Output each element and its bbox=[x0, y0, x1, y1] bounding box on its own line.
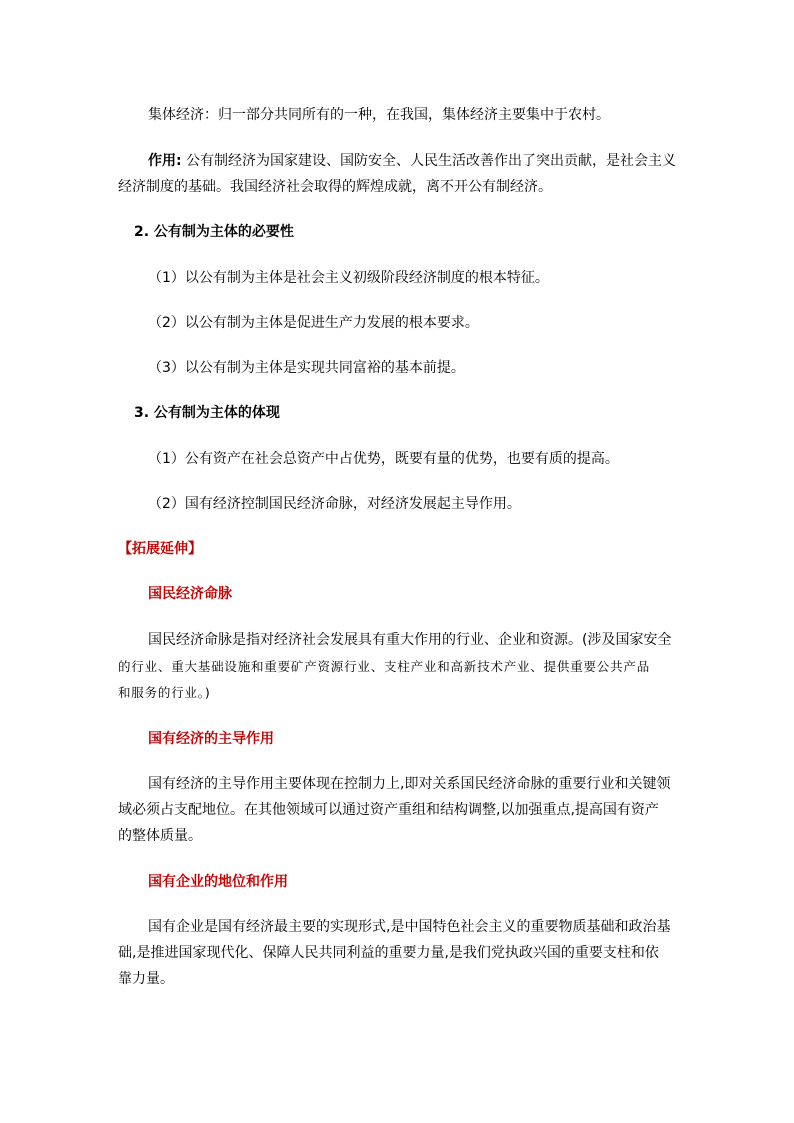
role-label: 作用: bbox=[148, 153, 182, 169]
section-3-item-2: （2）国有经济控制国民经济命脉，对经济发展起主导作用。 bbox=[148, 496, 521, 512]
block-2-line-3: 的整体质量。 bbox=[118, 828, 202, 844]
block-3-heading: 国有企业的地位和作用 bbox=[148, 874, 288, 890]
block-1-line-2: 的行业、重大基础设施和重要矿产资源行业、支柱产业和高新技术产业、提供重要公共产品 bbox=[118, 659, 651, 674]
block-3-line-2: 础,是推进国家现代化、保障人民共同利益的重要力量,是我们党执政兴国的重要支柱和依 bbox=[118, 945, 659, 961]
section-2-item-3: （3）以公有制为主体是实现共同富裕的基本前提。 bbox=[148, 360, 465, 376]
block-1-heading: 国民经济命脉 bbox=[148, 586, 232, 602]
section-2-item-1: （1）以公有制为主体是社会主义初级阶段经济制度的根本特征。 bbox=[148, 270, 549, 286]
block-2-line-2: 域必须占支配地位。在其他领域可以通过资产重组和结构调整,以加强重点,提高国有资产 bbox=[118, 802, 659, 818]
role-text-1: 公有制经济为国家建设、国防安全、人民生活改善作出了突出贡献，是社会主义 bbox=[181, 153, 677, 169]
block-2-heading: 国有经济的主导作用 bbox=[148, 731, 274, 747]
role-line-2: 经济制度的基础。我国经济社会取得的辉煌成就，离不开公有制经济。 bbox=[118, 179, 552, 195]
role-line-1 bbox=[148, 152, 676, 170]
section-2-item-2: （2）以公有制为主体是促进生产力发展的根本要求。 bbox=[148, 315, 479, 331]
section-3-heading: 3. 公有制为主体的体现 bbox=[134, 405, 280, 421]
collective-economy-line: 集体经济：归一部分共同所有的一种，在我国，集体经济主要集中于农村。 bbox=[148, 107, 610, 123]
block-3-line-1: 国有企业是国有经济最主要的实现形式,是中国特色社会主义的重要物质基础和政治基 bbox=[148, 919, 671, 935]
block-3-line-3: 靠力量。 bbox=[118, 971, 174, 987]
section-3-item-1: （1）公有资产在社会总资产中占优势，既要有量的优势，也要有质的提高。 bbox=[148, 451, 619, 467]
block-1-line-3: 和服务的行业。) bbox=[118, 685, 211, 700]
block-1-line-1: 国民经济命脉是指对经济社会发展具有重大作用的行业、企业和资源。(涉及国家安全 bbox=[148, 632, 672, 648]
section-2-heading: 2. 公有制为主体的必要性 bbox=[134, 224, 294, 240]
extension-title: 【拓展延伸】 bbox=[118, 541, 202, 557]
block-2-line-1: 国有经济的主导作用主要体现在控制力上,即对关系国民经济命脉的重要行业和关键领 bbox=[148, 776, 671, 792]
